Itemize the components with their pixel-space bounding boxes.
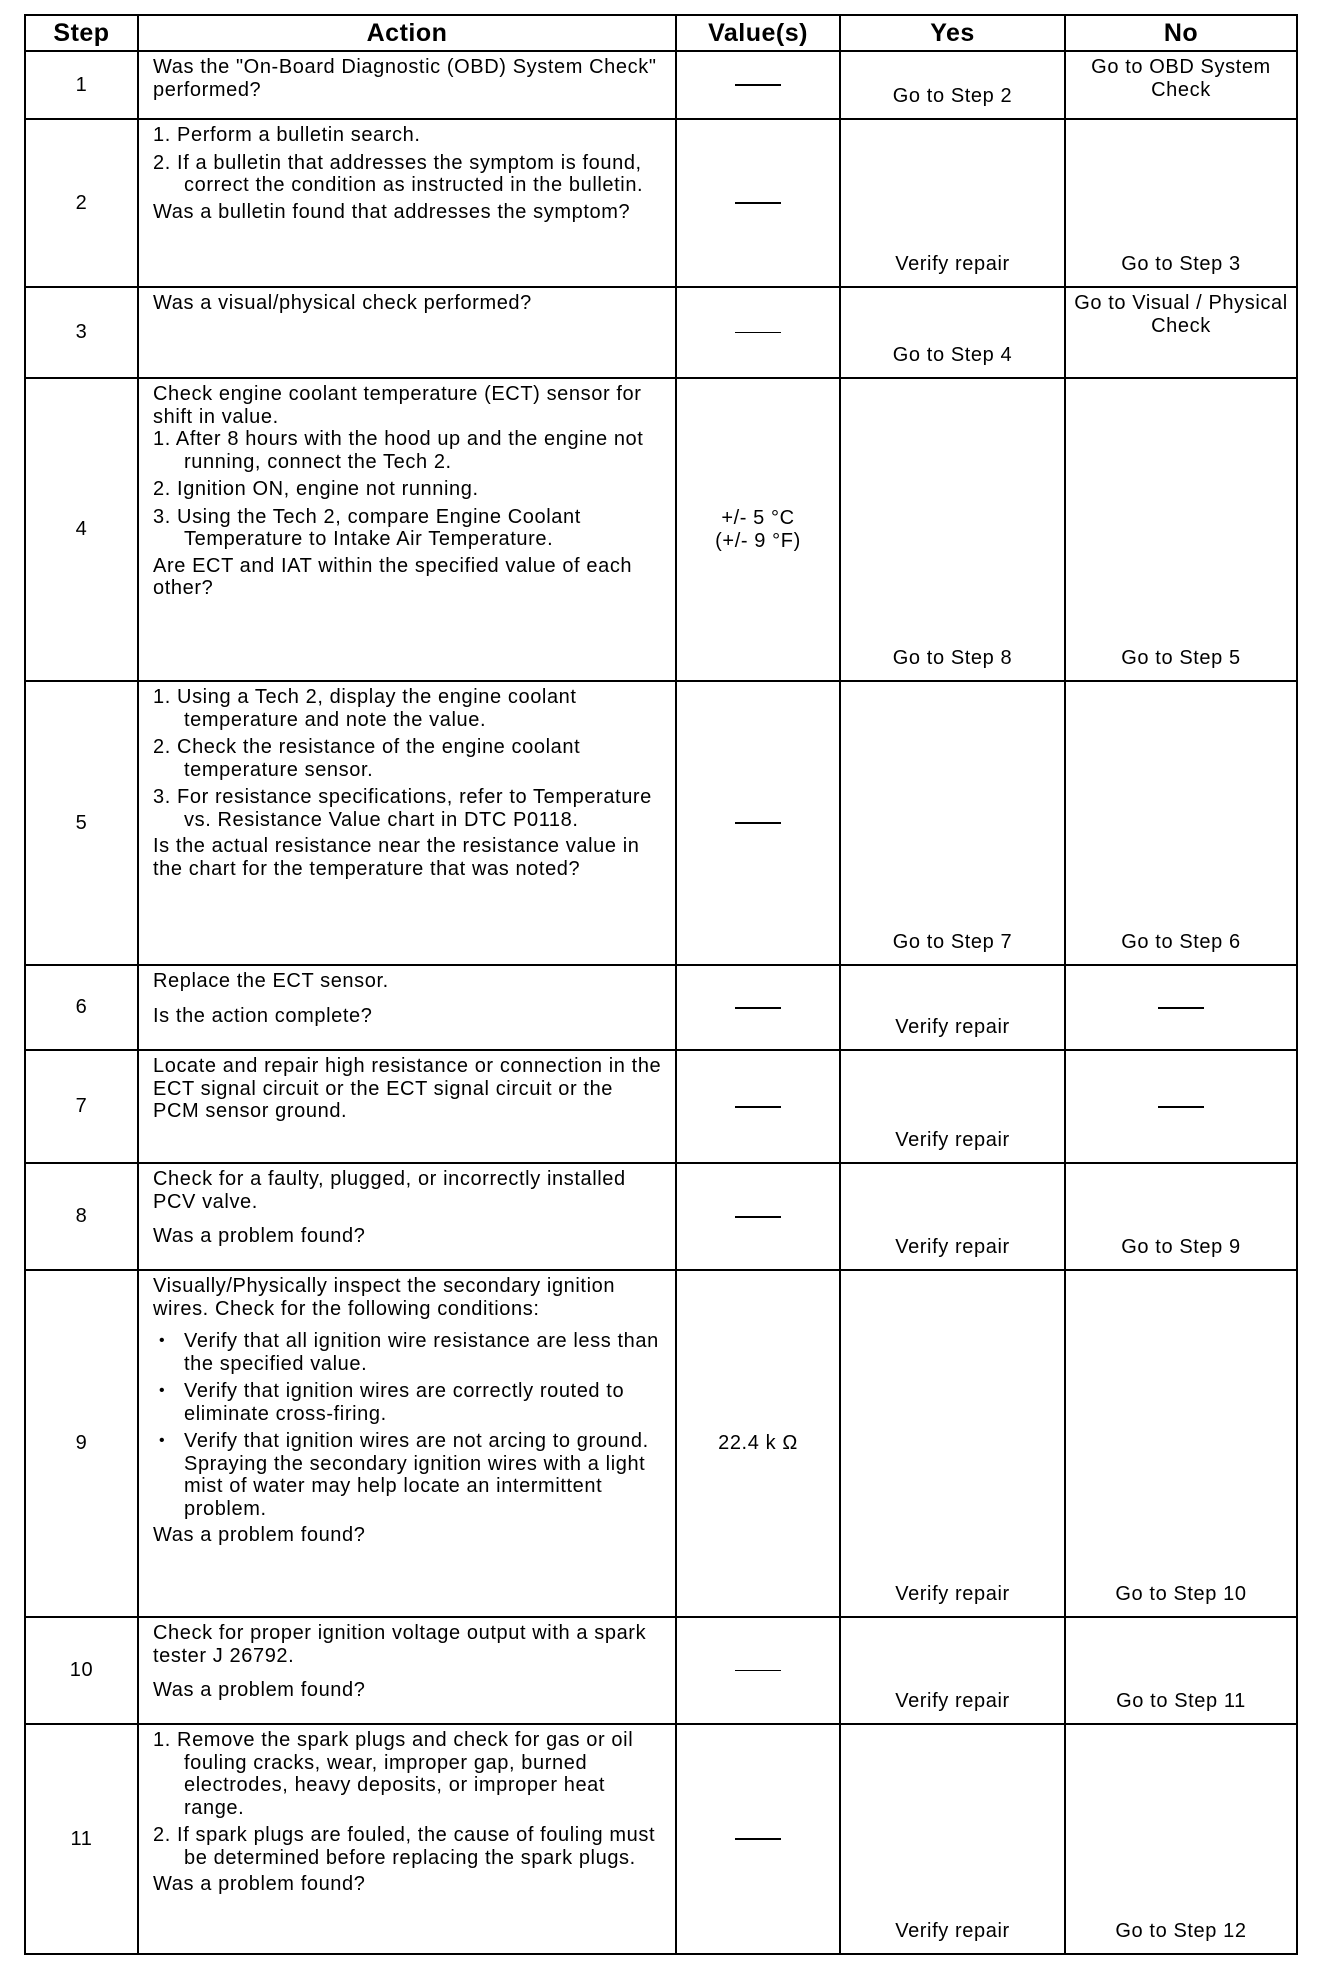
action-step: 3. For resistance specifications, refer to Temperature vs. Resistance Value chart in DTC P0118.: [153, 786, 652, 831]
table-row: [25, 1163, 1297, 1270]
yes-cell: Go to Step 8: [840, 378, 1065, 681]
table-row: [25, 119, 1297, 287]
dash-mark: [735, 1106, 781, 1108]
action-cell: [138, 1724, 676, 1954]
action-cell: [138, 51, 676, 119]
step-number: 3: [25, 287, 138, 378]
action-question: Was a problem found?: [153, 1873, 366, 1895]
value-cell: [676, 1163, 840, 1270]
step-number: 7: [25, 1050, 138, 1163]
action-question: Was the "On-Board Diagnostic (OBD) System Check" performed?: [153, 56, 657, 101]
step-number: 8: [25, 1163, 138, 1270]
header-action: Action: [138, 15, 676, 51]
diagnostic-table: [24, 14, 1298, 1955]
value-cell: [676, 965, 840, 1050]
value-cell: [676, 1050, 840, 1163]
action-intro: Check for proper ignition voltage output with a spark tester J 26792.: [153, 1622, 647, 1667]
action-step: 1. Using a Tech 2, display the engine coolant temperature and note the value.: [153, 686, 577, 731]
action-intro: Locate and repair high resistance or connection in the ECT signal circuit or the ECT signal circuit or the PCM sensor ground.: [153, 1055, 662, 1122]
header-row: [25, 15, 1297, 51]
table-row: [25, 51, 1297, 119]
action-intro: Replace the ECT sensor.: [153, 970, 389, 992]
action-question: Was a problem found?: [153, 1679, 366, 1701]
yes-cell: Verify repair: [840, 965, 1065, 1050]
value-cell: [676, 1724, 840, 1954]
value-cell: [676, 681, 840, 965]
condition-item: • Verify that ignition wires are not arcing to ground. Spraying the secondary ignition wires with a light mist of water may help locate an intermittent problem.: [153, 1430, 665, 1520]
yes-cell: Verify repair: [840, 1050, 1065, 1163]
yes-cell: Verify repair: [840, 119, 1065, 287]
dash-mark: [735, 202, 781, 204]
table-row: [25, 1050, 1297, 1163]
value-celsius: +/- 5 °C: [721, 507, 795, 529]
value-cell: [676, 287, 840, 378]
action-steps: [153, 1729, 665, 1869]
action-cell: [138, 1270, 676, 1617]
step-number: 4: [25, 378, 138, 681]
yes-cell: Go to Step 7: [840, 681, 1065, 965]
action-step: 1. Perform a bulletin search.: [153, 124, 421, 146]
dash-mark: [735, 1670, 781, 1671]
value-fahrenheit: (+/- 9 °F): [715, 529, 801, 552]
action-cell: [138, 965, 676, 1050]
table-row: [25, 1724, 1297, 1954]
value-cell: [676, 51, 840, 119]
header-yes: Yes: [840, 15, 1065, 51]
action-step: 2. If spark plugs are fouled, the cause of fouling must be determined before replacing the spark plugs.: [153, 1824, 656, 1869]
yes-cell: Verify repair: [840, 1724, 1065, 1954]
step-number: 9: [25, 1270, 138, 1617]
dash-mark: [1158, 1106, 1204, 1108]
action-cell: [138, 1050, 676, 1163]
yes-cell: Go to Step 4: [840, 287, 1065, 378]
no-cell: Go to Step 5: [1065, 378, 1297, 681]
no-cell: Go to Visual / Physical Check: [1065, 287, 1297, 378]
no-cell: Go to Step 12: [1065, 1724, 1297, 1954]
no-cell: Go to Step 9: [1065, 1163, 1297, 1270]
action-intro: Check for a faulty, plugged, or incorrectly installed PCV valve.: [153, 1168, 626, 1213]
dash-mark: [735, 1007, 781, 1009]
action-question: Was a bulletin found that addresses the symptom?: [153, 200, 631, 223]
action-step: 1. Remove the spark plugs and check for gas or oil fouling cracks, wear, improper gap, burned electrodes, heavy deposits, or improper heat range.: [153, 1729, 634, 1819]
action-step: 2. Ignition ON, engine not running.: [153, 478, 479, 500]
action-intro: Check engine coolant temperature (ECT) sensor for shift in value.: [153, 383, 642, 428]
action-question: Is the actual resistance near the resistance value in the chart for the temperature that was noted?: [153, 835, 640, 880]
yes-cell: Verify repair: [840, 1617, 1065, 1724]
action-question: Are ECT and IAT within the specified value of each other?: [153, 554, 633, 599]
dash-mark: [1158, 1007, 1204, 1009]
table-row: [25, 1270, 1297, 1617]
dash-mark: [735, 1838, 781, 1840]
action-cell: [138, 1617, 676, 1724]
action-cell: [138, 287, 676, 378]
action-question: Was a problem found?: [153, 1524, 366, 1546]
action-intro: Visually/Physically inspect the secondary ignition wires. Check for the following conditions:: [153, 1275, 616, 1320]
action-step: 2. Check the resistance of the engine coolant temperature sensor.: [153, 736, 581, 781]
step-number: 6: [25, 965, 138, 1050]
action-cell: [138, 119, 676, 287]
no-cell: Go to Step 10: [1065, 1270, 1297, 1617]
condition-list: [153, 1330, 665, 1520]
value-cell: [676, 119, 840, 287]
yes-cell: Verify repair: [840, 1270, 1065, 1617]
action-cell: [138, 378, 676, 681]
step-number: 11: [25, 1724, 138, 1954]
no-cell: Go to Step 3: [1065, 119, 1297, 287]
table-row: [25, 378, 1297, 681]
step-number: 10: [25, 1617, 138, 1724]
table-row: [25, 1617, 1297, 1724]
action-cell: [138, 681, 676, 965]
step-number: 1: [25, 51, 138, 119]
action-steps: [153, 686, 665, 831]
action-cell: [138, 1163, 676, 1270]
header-no: No: [1065, 15, 1297, 51]
action-question: Was a visual/physical check performed?: [153, 292, 532, 314]
action-step: 3. Using the Tech 2, compare Engine Coolant Temperature to Intake Air Temperature.: [153, 505, 581, 550]
condition-item: • Verify that all ignition wire resistance are less than the specified value.: [153, 1330, 665, 1375]
dash-mark: [735, 84, 781, 86]
value-cell: [676, 1617, 840, 1724]
table-row: [25, 965, 1297, 1050]
no-cell: Go to Step 11: [1065, 1617, 1297, 1724]
action-steps: [153, 124, 665, 197]
value-cell: 22.4 k Ω: [676, 1270, 840, 1617]
yes-cell: Go to Step 2: [840, 51, 1065, 119]
no-cell: [1065, 1050, 1297, 1163]
no-cell: Go to Step 6: [1065, 681, 1297, 965]
step-number: 2: [25, 119, 138, 287]
no-cell: [1065, 965, 1297, 1050]
action-step: 2. If a bulletin that addresses the symptom is found, correct the condition as instructed in the bulletin.: [153, 151, 644, 196]
dash-mark: [735, 822, 781, 824]
yes-cell: Verify repair: [840, 1163, 1065, 1270]
dash-mark: [735, 332, 781, 333]
action-steps: [153, 428, 665, 551]
action-question: Is the action complete?: [153, 1004, 373, 1027]
table-row: [25, 681, 1297, 965]
condition-item: • Verify that ignition wires are correctly routed to eliminate cross-firing.: [153, 1380, 665, 1425]
header-step: Step: [25, 15, 138, 51]
dash-mark: [735, 1216, 781, 1218]
action-question: Was a problem found?: [153, 1225, 366, 1247]
table-row: [25, 287, 1297, 378]
step-number: 5: [25, 681, 138, 965]
no-cell: Go to OBD System Check: [1065, 51, 1297, 119]
header-values: Value(s): [676, 15, 840, 51]
value-cell: [676, 378, 840, 681]
action-step: 1. After 8 hours with the hood up and the engine not running, connect the Tech 2.: [153, 428, 644, 473]
